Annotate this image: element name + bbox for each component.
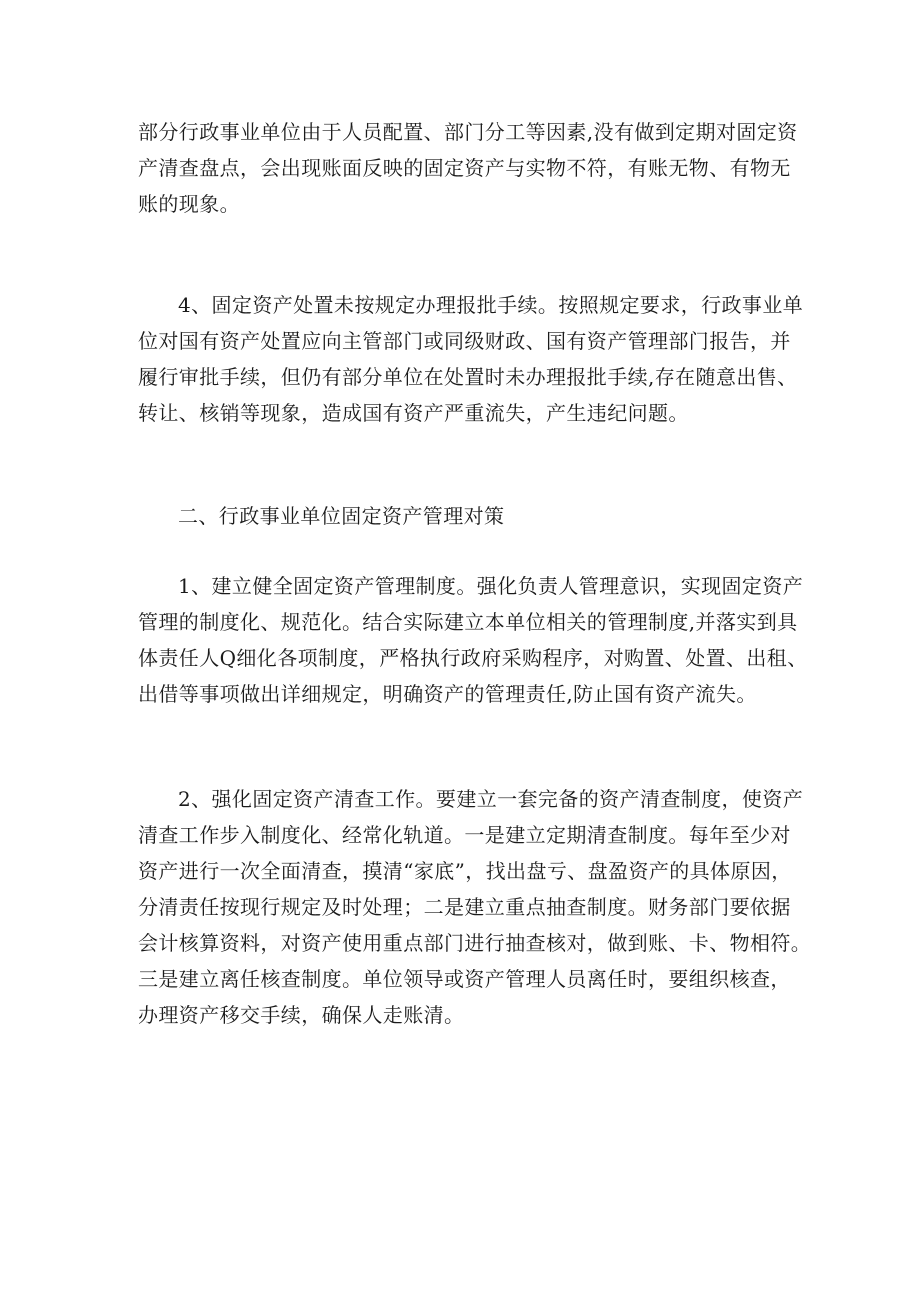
text-line: 清查工作步入制度化、经常化轨道。一是建立定期清查制度。每年至少对 — [138, 823, 791, 847]
text-line: 分清责任按现行规定及时处理；二是建立重点抽查制度。财务部门要依据 — [138, 895, 791, 919]
text-line: 体责任人Q细化各项制度，严格执行政府采购程序，对购置、处置、出租、 — [138, 646, 808, 670]
text-line: 出借等事项做出详细规定，明确资产的管理责任,防止国有资产流失。 — [138, 682, 757, 706]
text-line: 产清查盘点，会出现账面反映的固定资产与实物不符，有账无物、有物无 — [138, 156, 791, 180]
text-line: 履行审批手续，但仍有部分单位在处置时未办理报批手续,存在随意出售、 — [138, 365, 798, 389]
text-line: 管理的制度化、规范化。结合实际建立本单位相关的管理制度,并落实到具 — [138, 610, 798, 634]
text-line: 2、强化固定资产清查工作。要建立一套完备的资产清查制度，使资产 — [178, 787, 804, 811]
text-line: 4、固定资产处置未按规定办理报批手续。按照规定要求，行政事业单 — [178, 293, 804, 317]
heading-text: 二、行政事业单位固定资产管理对策 — [178, 504, 505, 528]
paragraph-asset-inventory-work — [138, 781, 812, 1033]
text-line: 资产进行一次全面清查，摸清“家底”，找出盘亏、盘盈资产的具体原因， — [138, 859, 792, 883]
text-line: 账的现象。 — [138, 192, 240, 216]
paragraph-fixed-asset-inventory — [138, 114, 798, 222]
paragraph-management-system — [138, 568, 808, 712]
text-line: 位对国有资产处置应向主管部门或同级财政、国有资产管理部门报告，并 — [138, 329, 791, 353]
text-line: 三是建立离任核查制度。单位领导或资产管理人员离任时，要组织核查， — [138, 967, 791, 991]
text-line: 会计核算资料，对资产使用重点部门进行抽查核对，做到账、卡、物相符。 — [138, 931, 812, 955]
section-heading — [138, 498, 798, 534]
text-line: 办理资产移交手续，确保人走账清。 — [138, 1003, 465, 1027]
paragraph-disposal-approval — [138, 287, 804, 431]
text-line: 部分行政事业单位由于人员配置、部门分工等因素,没有做到定期对固定资 — [138, 120, 798, 144]
text-line: 1、建立健全固定资产管理制度。强化负责人管理意识，实现固定资产 — [178, 574, 804, 598]
text-line: 转让、核销等现象，造成国有资产严重流失，产生违纪问题。 — [138, 401, 689, 425]
